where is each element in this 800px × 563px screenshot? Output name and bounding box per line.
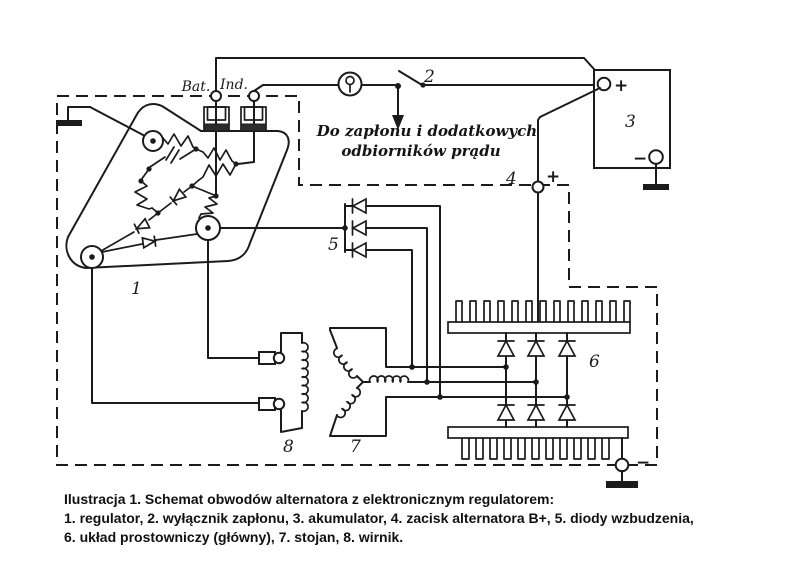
resistor xyxy=(163,134,196,149)
ground-icon xyxy=(643,184,669,190)
charge-indicator-lamp xyxy=(254,73,395,96)
diode-icon xyxy=(134,219,149,233)
rotor-number-label: 8 xyxy=(283,437,294,457)
battery-minus-sign: − xyxy=(633,149,648,169)
battery-minus-terminal xyxy=(649,150,663,164)
regulator xyxy=(66,101,288,299)
bat-to-battery-wire xyxy=(216,58,603,91)
caption-line1: Ilustracja 1. Schemat obwodów alternatora z elektronicznym regulatorem: xyxy=(64,491,555,507)
stator-coil xyxy=(332,348,357,379)
battery-number-label: 3 xyxy=(625,112,636,132)
heatsink-negative xyxy=(448,427,628,438)
rotor xyxy=(259,333,308,457)
rotor-field-coil xyxy=(302,343,308,411)
ground-icon xyxy=(606,481,638,488)
brush xyxy=(259,352,284,364)
battery-plus-sign: + xyxy=(614,76,629,96)
bat-terminal xyxy=(181,79,221,101)
excitation-diodes-number-label: 5 xyxy=(328,235,339,255)
consumers-note xyxy=(316,89,537,160)
resistor xyxy=(199,164,236,180)
heatsink-positive xyxy=(448,322,630,333)
ignition-switch xyxy=(395,67,598,89)
ind-label: Ind. xyxy=(220,77,248,93)
b-plus-number-label: 4 xyxy=(506,169,517,189)
resistor xyxy=(199,196,217,218)
figure-caption xyxy=(64,490,764,547)
rectifier xyxy=(448,301,650,488)
regulator-ground xyxy=(56,107,145,136)
switch-number-label: 2 xyxy=(424,67,435,87)
minus-sign: − xyxy=(636,453,651,473)
ground-icon xyxy=(56,120,82,126)
note-line1: Do zapłonu i dodatkowych xyxy=(316,122,538,140)
caption-line2: 1. regulator, 2. wyłącznik zapłonu, 3. akumulator, 4. zacisk alternatora B+, 5. diody wzbudzenia, xyxy=(64,510,694,526)
alternator-minus-terminal xyxy=(606,438,650,488)
bat-label: Bat. xyxy=(181,79,211,95)
resistor xyxy=(135,181,152,209)
brush xyxy=(259,398,284,410)
stator-coil xyxy=(370,376,409,382)
capacitor-icon xyxy=(171,150,179,163)
battery xyxy=(594,70,670,190)
excitation-diode-icon xyxy=(345,243,412,367)
regulator-internals xyxy=(81,131,239,268)
caption-line3: 6. układ prostowniczy (główny), 7. stojan, 8. wirnik. xyxy=(64,529,404,545)
diode-icon xyxy=(142,236,155,248)
rectifier-number-label: 6 xyxy=(589,352,600,372)
ind-terminal xyxy=(219,77,259,101)
b-plus-sign: + xyxy=(546,167,561,187)
regulator-number-label: 1 xyxy=(131,279,142,299)
note-line2: odbiorników prądu xyxy=(341,142,501,160)
stator-phase-wire xyxy=(330,328,506,367)
stator-number-label: 7 xyxy=(350,437,361,457)
stator-coil xyxy=(337,388,362,419)
switch-blade xyxy=(399,71,422,85)
